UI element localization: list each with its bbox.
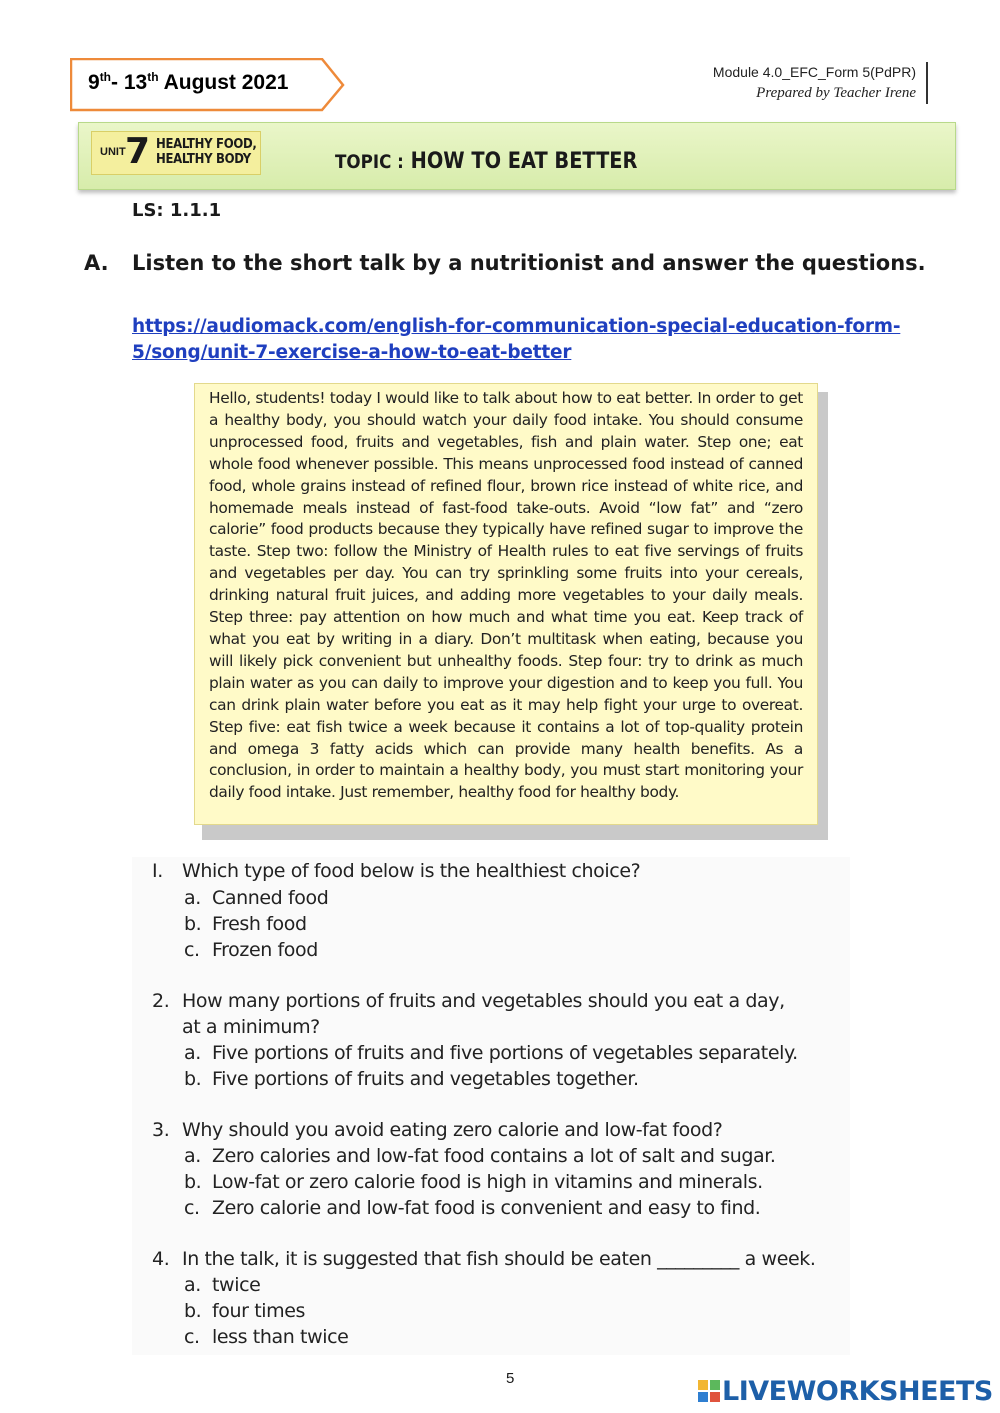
unit-title-line2: HEALTHY BODY (156, 152, 251, 167)
question-1 (152, 860, 640, 882)
option-1c[interactable] (184, 939, 318, 961)
question-text: In the talk, it is suggested that fish should be eaten _________ a week. (182, 1248, 816, 1270)
option-letter: c. (184, 1326, 200, 1348)
option-letter: b. (184, 1171, 202, 1193)
option-letter: b. (184, 1300, 202, 1322)
module-label: Module 4.0_EFC_Form 5(PdPR) (712, 64, 916, 80)
question-number: 3. (152, 1119, 170, 1141)
option-text: Frozen food (212, 939, 318, 961)
brand-name: LIVEWORKSHEETS (722, 1376, 993, 1407)
date-label: 9th- 13th August 2021 (88, 70, 289, 94)
question-number: 4. (152, 1248, 170, 1270)
learning-standard: LS: 1.1.1 (132, 200, 222, 221)
liveworksheets-icon (698, 1380, 720, 1402)
option-3c[interactable] (184, 1197, 760, 1219)
prepared-by: Prepared by Teacher Irene (756, 85, 916, 101)
talk-transcript: Hello, students! today I would like to talk about how to eat better. In order to get a healthy body, you should watch your daily food intake. You should consume unprocessed food, fruits and vegetables, fish and plain water. Step one; eat whole food whenever possible. This means unprocessed food instead of canned food, whole grains instead of refined flour, brown rice instead of white rice, and homemade meals instead of fast-food take-outs. Avoid “low fat” and “zero calorie” food products because they typically have refined sugar to improve the taste. Step two: follow the Ministry of Health rules to eat five servings of fruits and vegetables per day. You can try sprinkling some fruits into your cereals, drinking natural fruit juices, and adding more vegetables to your daily meals. Step three: pay attention on how much and what time you eat. Keep track of what you eat by writing in a diary. Don’t multitask when eating, because you will likely pick convenient but unhealthy foods. Step four: try to drink as much plain water as you can daily to improve your digestion and to keep you full. You can drink plain water before you eat as it may help fight your urge to overeat. Step five: eat fish twice a week because it contains a lot of top-quality protein and omega 3 fatty acids which can provide many health benefits. As a conclusion, in order to maintain a healthy body, you must start monitoring your daily food intake. Just remember, healthy food for healthy body. (194, 383, 818, 825)
section-letter: A. (84, 251, 109, 275)
question-4 (152, 1248, 816, 1270)
unit-word: UNIT (100, 146, 126, 158)
question-2 (152, 990, 785, 1012)
question-text-cont: at a minimum? (182, 1016, 320, 1038)
questions-panel (132, 857, 850, 1355)
option-1a[interactable] (184, 887, 328, 909)
option-letter: b. (184, 1068, 202, 1090)
option-text: Low-fat or zero calorie food is high in vitamins and minerals. (212, 1171, 763, 1193)
question-text: Why should you avoid eating zero calorie and low-fat food? (182, 1119, 723, 1141)
option-3a[interactable] (184, 1145, 776, 1167)
option-text: Canned food (212, 887, 329, 909)
option-text: Zero calories and low-fat food contains a lot of salt and sugar. (212, 1145, 776, 1167)
option-text: Five portions of fruits and vegetables together. (212, 1068, 639, 1090)
question-number: I. (152, 860, 163, 882)
option-4c[interactable] (184, 1326, 348, 1348)
question-3 (152, 1119, 722, 1141)
option-letter: a. (184, 887, 201, 909)
unit-banner (78, 122, 956, 190)
option-letter: c. (184, 939, 200, 961)
option-text: twice (212, 1274, 261, 1296)
question-text: Which type of food below is the healthiest choice? (182, 860, 641, 882)
option-text: Zero calorie and low-fat food is convenient and easy to find. (212, 1197, 761, 1219)
question-number: 2. (152, 990, 170, 1012)
option-text: Fresh food (212, 913, 307, 935)
option-letter: a. (184, 1042, 201, 1064)
question-text: How many portions of fruits and vegetables should you eat a day, (182, 990, 785, 1012)
option-4a[interactable] (184, 1274, 260, 1296)
option-letter: c. (184, 1197, 200, 1219)
option-text: Five portions of fruits and five portions of vegetables separately. (212, 1042, 798, 1064)
option-3b[interactable] (184, 1171, 763, 1193)
date-tag (70, 58, 320, 110)
section-instruction (84, 251, 926, 275)
option-text: four times (212, 1300, 306, 1322)
option-letter: a. (184, 1145, 201, 1167)
unit-number: 7 (125, 131, 151, 172)
option-2b[interactable] (184, 1068, 639, 1090)
audio-link[interactable]: https://audiomack.com/english-for-communication-special-education-form-5/song/unit-7-exercise-a-how-to-eat-better (132, 316, 901, 363)
option-1b[interactable] (184, 913, 307, 935)
option-4b[interactable] (184, 1300, 305, 1322)
topic-label: TOPIC : (335, 151, 404, 173)
option-text: less than twice (212, 1326, 349, 1348)
unit-title (156, 137, 257, 167)
unit-title-line1: HEALTHY FOOD, (156, 137, 257, 152)
section-text: Listen to the short talk by a nutritionist and answer the questions. (132, 251, 926, 275)
module-info (713, 62, 928, 104)
unit-badge (91, 131, 261, 175)
topic-heading (335, 149, 637, 174)
page-number: 5 (506, 1370, 515, 1387)
option-2a[interactable] (184, 1042, 798, 1064)
option-letter: b. (184, 913, 202, 935)
topic-title: HOW TO EAT BETTER (410, 149, 638, 174)
question-2-cont (152, 1016, 320, 1038)
option-letter: a. (184, 1274, 201, 1296)
